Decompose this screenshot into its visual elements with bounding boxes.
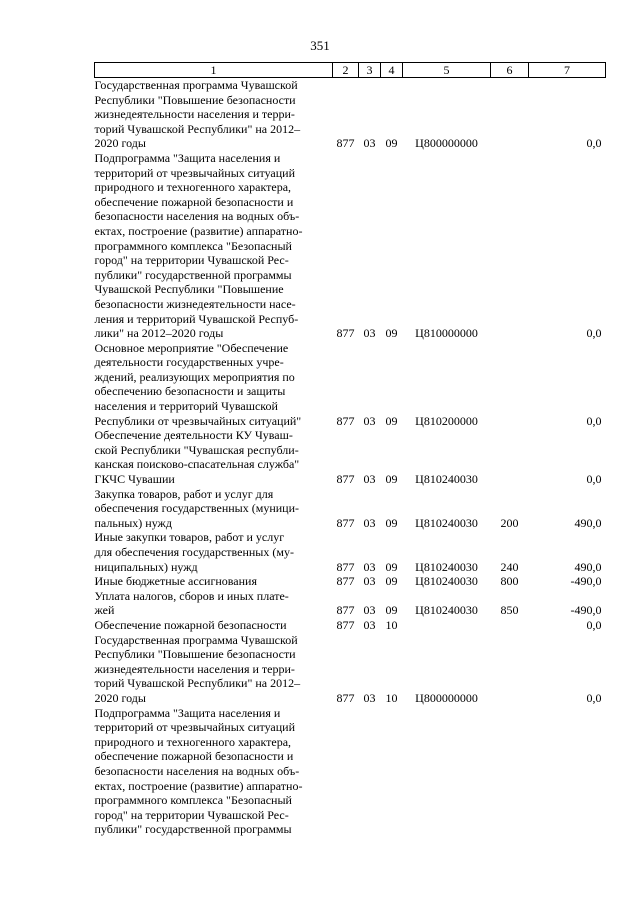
row-sum-cell: 490,0 bbox=[574, 559, 602, 574]
row-csr-cell: Ц810240030 bbox=[415, 574, 478, 589]
row-gr-cell: 877 bbox=[336, 472, 355, 487]
row-vr-cell: 850 bbox=[500, 603, 519, 618]
row-vr-cell bbox=[491, 428, 529, 486]
row-vr-cell bbox=[491, 151, 529, 341]
row-sum-cell: 0,0 bbox=[586, 326, 602, 341]
row-vr-cell bbox=[491, 706, 529, 837]
row-rz-cell: 03 bbox=[363, 515, 376, 530]
row-pr-cell: 09 bbox=[385, 603, 398, 618]
table-row bbox=[95, 428, 606, 486]
row-pr-cell: 09 bbox=[385, 515, 398, 530]
row-pr-cell: 09 bbox=[385, 326, 398, 341]
row-sum-cell: 0,0 bbox=[586, 472, 602, 487]
row-vr-cell: 200 bbox=[500, 515, 519, 530]
row-vr-cell bbox=[491, 341, 529, 429]
row-sum-cell: 0,0 bbox=[586, 617, 602, 632]
row-gr-cell: 877 bbox=[336, 574, 355, 589]
row-gr-cell: 877 bbox=[336, 326, 355, 341]
row-vr-cell bbox=[491, 618, 529, 633]
table-row bbox=[95, 530, 606, 574]
row-gr-cell: 877 bbox=[336, 617, 355, 632]
row-vr-cell bbox=[491, 78, 529, 151]
row-rz-cell: 03 bbox=[363, 574, 376, 589]
table-row bbox=[95, 78, 606, 151]
row-vr-cell bbox=[491, 633, 529, 706]
row-name-cell: Иные бюджетные ассигнования bbox=[94, 574, 257, 589]
row-pr-cell: 09 bbox=[385, 413, 398, 428]
table-header bbox=[95, 63, 606, 78]
row-sum-cell bbox=[529, 706, 606, 837]
header-col-7: 7 bbox=[529, 63, 606, 78]
table-row bbox=[95, 589, 606, 618]
row-rz-cell: 03 bbox=[363, 413, 376, 428]
row-pr-cell: 10 bbox=[385, 617, 398, 632]
row-sum-cell: 0,0 bbox=[586, 690, 602, 705]
row-pr-cell: 09 bbox=[385, 559, 398, 574]
row-gr-cell: 877 bbox=[336, 559, 355, 574]
row-pr-cell bbox=[381, 706, 403, 837]
row-name-cell: Иные закупки товаров, работ и услуг для обеспечения государственных (му- ниципальных) нужд bbox=[94, 530, 294, 574]
row-sum-cell: -490,0 bbox=[570, 603, 602, 618]
table-row bbox=[95, 574, 606, 589]
header-col-1: 1 bbox=[95, 63, 333, 78]
row-gr-cell: 877 bbox=[336, 515, 355, 530]
row-pr-cell: 09 bbox=[385, 472, 398, 487]
row-gr-cell: 877 bbox=[336, 136, 355, 151]
row-csr-cell bbox=[403, 706, 491, 837]
row-name-cell: Обеспечение пожарной безопасности bbox=[94, 617, 287, 632]
row-name-cell: Уплата налогов, сборов и иных плате- жей bbox=[94, 588, 289, 618]
row-pr-cell: 09 bbox=[385, 574, 398, 589]
row-pr-cell: 10 bbox=[385, 690, 398, 705]
header-col-3: 3 bbox=[359, 63, 381, 78]
budget-table bbox=[94, 62, 606, 837]
table-row bbox=[95, 706, 606, 837]
row-sum-cell: 490,0 bbox=[574, 515, 602, 530]
row-name-cell: Обеспечение деятельности КУ Чуваш- ской Республики "Чувашская республи- канская поисково-спасательная служба" ГКЧС Чувашии bbox=[94, 428, 300, 487]
row-name-cell: Государственная программа Чувашской Республики "Повышение безопасности жизнедеятельности населения и терри- торий Чувашской Республики" на 2012– 2020 годы bbox=[94, 632, 301, 705]
table-row bbox=[95, 341, 606, 429]
table-row bbox=[95, 151, 606, 341]
row-rz-cell: 03 bbox=[363, 472, 376, 487]
row-gr-cell: 877 bbox=[336, 413, 355, 428]
table-row bbox=[95, 633, 606, 706]
row-csr-cell: Ц810000000 bbox=[415, 326, 478, 341]
row-gr-cell: 877 bbox=[336, 690, 355, 705]
row-rz-cell: 03 bbox=[363, 326, 376, 341]
row-csr-cell: Ц810240030 bbox=[415, 559, 478, 574]
table-body bbox=[95, 78, 606, 837]
row-rz-cell: 03 bbox=[363, 136, 376, 151]
table-row bbox=[95, 487, 606, 531]
row-csr-cell: Ц810240030 bbox=[415, 603, 478, 618]
row-rz-cell: 03 bbox=[363, 617, 376, 632]
row-rz-cell bbox=[359, 706, 381, 837]
row-csr-cell: Ц810200000 bbox=[415, 413, 478, 428]
row-csr-cell: Ц810240030 bbox=[415, 515, 478, 530]
header-col-2: 2 bbox=[333, 63, 359, 78]
row-sum-cell: 0,0 bbox=[586, 413, 602, 428]
page-number: 351 bbox=[310, 38, 330, 53]
row-csr-cell bbox=[403, 618, 491, 633]
row-name-cell: Подпрограмма "Защита населения и территорий от чрезвычайных ситуаций природного и техногенного характера, обеспечение пожарной безопасности и безопасности населения на водных объ- ектах, построение (развитие) аппаратно- программного комплекса "Безопасный город" на территории Чувашской Рес- публики" государственной программы bbox=[94, 705, 303, 837]
row-rz-cell: 03 bbox=[363, 559, 376, 574]
row-name-cell: Закупка товаров, работ и услуг для обеспечения государственных (муници- пальных) нужд bbox=[94, 486, 300, 530]
row-name-cell: Подпрограмма "Защита населения и территорий от чрезвычайных ситуаций природного и техногенного характера, обеспечение пожарной безопасности и безопасности населения на водных объ- ектах, построение (развитие) аппаратно- программного комплекса "Безопасный город" на территории Чувашской Рес- публики" государственной программы Чувашской Республики "Повышение безопасности жизнедеятельности насе- ления и территорий Чувашской Респуб- лики" на 2012–2020 годы bbox=[94, 150, 303, 341]
row-csr-cell: Ц800000000 bbox=[415, 136, 478, 151]
row-sum-cell: -490,0 bbox=[570, 574, 602, 589]
header-col-4: 4 bbox=[381, 63, 403, 78]
row-gr-cell bbox=[333, 706, 359, 837]
row-csr-cell: Ц800000000 bbox=[415, 690, 478, 705]
row-csr-cell: Ц810240030 bbox=[415, 472, 478, 487]
row-vr-cell: 240 bbox=[500, 559, 519, 574]
row-rz-cell: 03 bbox=[363, 690, 376, 705]
header-col-6: 6 bbox=[491, 63, 529, 78]
row-pr-cell: 09 bbox=[385, 136, 398, 151]
row-vr-cell: 800 bbox=[500, 574, 519, 589]
row-rz-cell: 03 bbox=[363, 603, 376, 618]
row-gr-cell: 877 bbox=[336, 603, 355, 618]
table-row bbox=[95, 618, 606, 633]
row-sum-cell: 0,0 bbox=[586, 136, 602, 151]
header-col-5: 5 bbox=[403, 63, 491, 78]
row-name-cell: Государственная программа Чувашской Республики "Повышение безопасности жизнедеятельности населения и терри- торий Чувашской Республики" на 2012– 2020 годы bbox=[94, 78, 301, 151]
row-name-cell: Основное мероприятие "Обеспечение деятельности государственных учре- ждений, реализующих мероприятия по обеспечению безопасности и защиты населения и территорий Чувашской Республики от чрезвычайных ситуаций" bbox=[94, 340, 302, 428]
